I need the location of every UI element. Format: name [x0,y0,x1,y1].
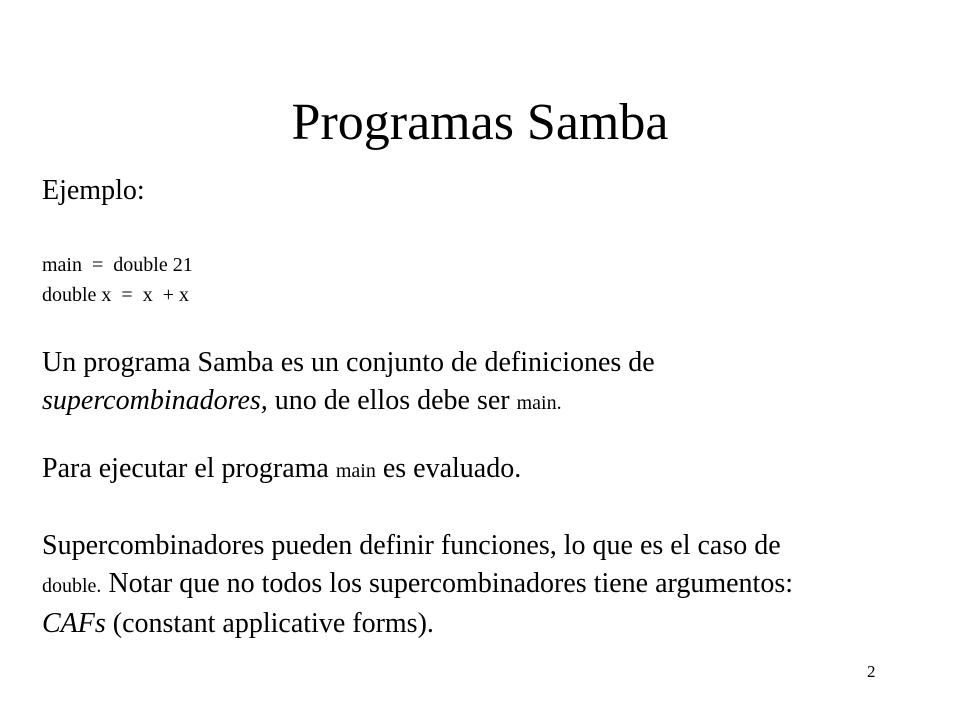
slide-title: Programas Samba [291,94,669,151]
supercombinadores-term: supercombinadores, [42,385,268,416]
cafs-term: CAFs [42,608,106,639]
paragraph-execution [42,450,922,490]
main-keyword: main [335,460,376,482]
paragraph-supercombinators-line1: Supercombinadores pueden definir funciones, lo que es el caso de [42,530,781,561]
double-keyword: double. [42,575,102,597]
paragraph-supercombinators [42,527,922,643]
code-line-double: double x = x + x [42,284,189,306]
paragraph-definition-line1: Un programa Samba es un conjunto de definiciones de [42,347,655,378]
paragraph-supercombinators-line3: (constant applicative forms). [105,608,434,639]
main-keyword: main [516,392,557,414]
page-number: 2 [867,662,876,681]
paragraph-supercombinators-line2: Notar que no todos los supercombinadores tiene argumentos: [101,568,794,599]
paragraph-execution-text: Para ejecutar el programa [42,453,336,484]
period: . [556,392,562,414]
paragraph-execution-end: es evaluado. [375,453,522,484]
paragraph-definition [42,344,922,422]
code-line-main: main = double 21 [42,254,193,276]
example-heading: Ejemplo: [42,175,145,206]
paragraph-definition-text: uno de ellos debe ser [267,385,517,416]
